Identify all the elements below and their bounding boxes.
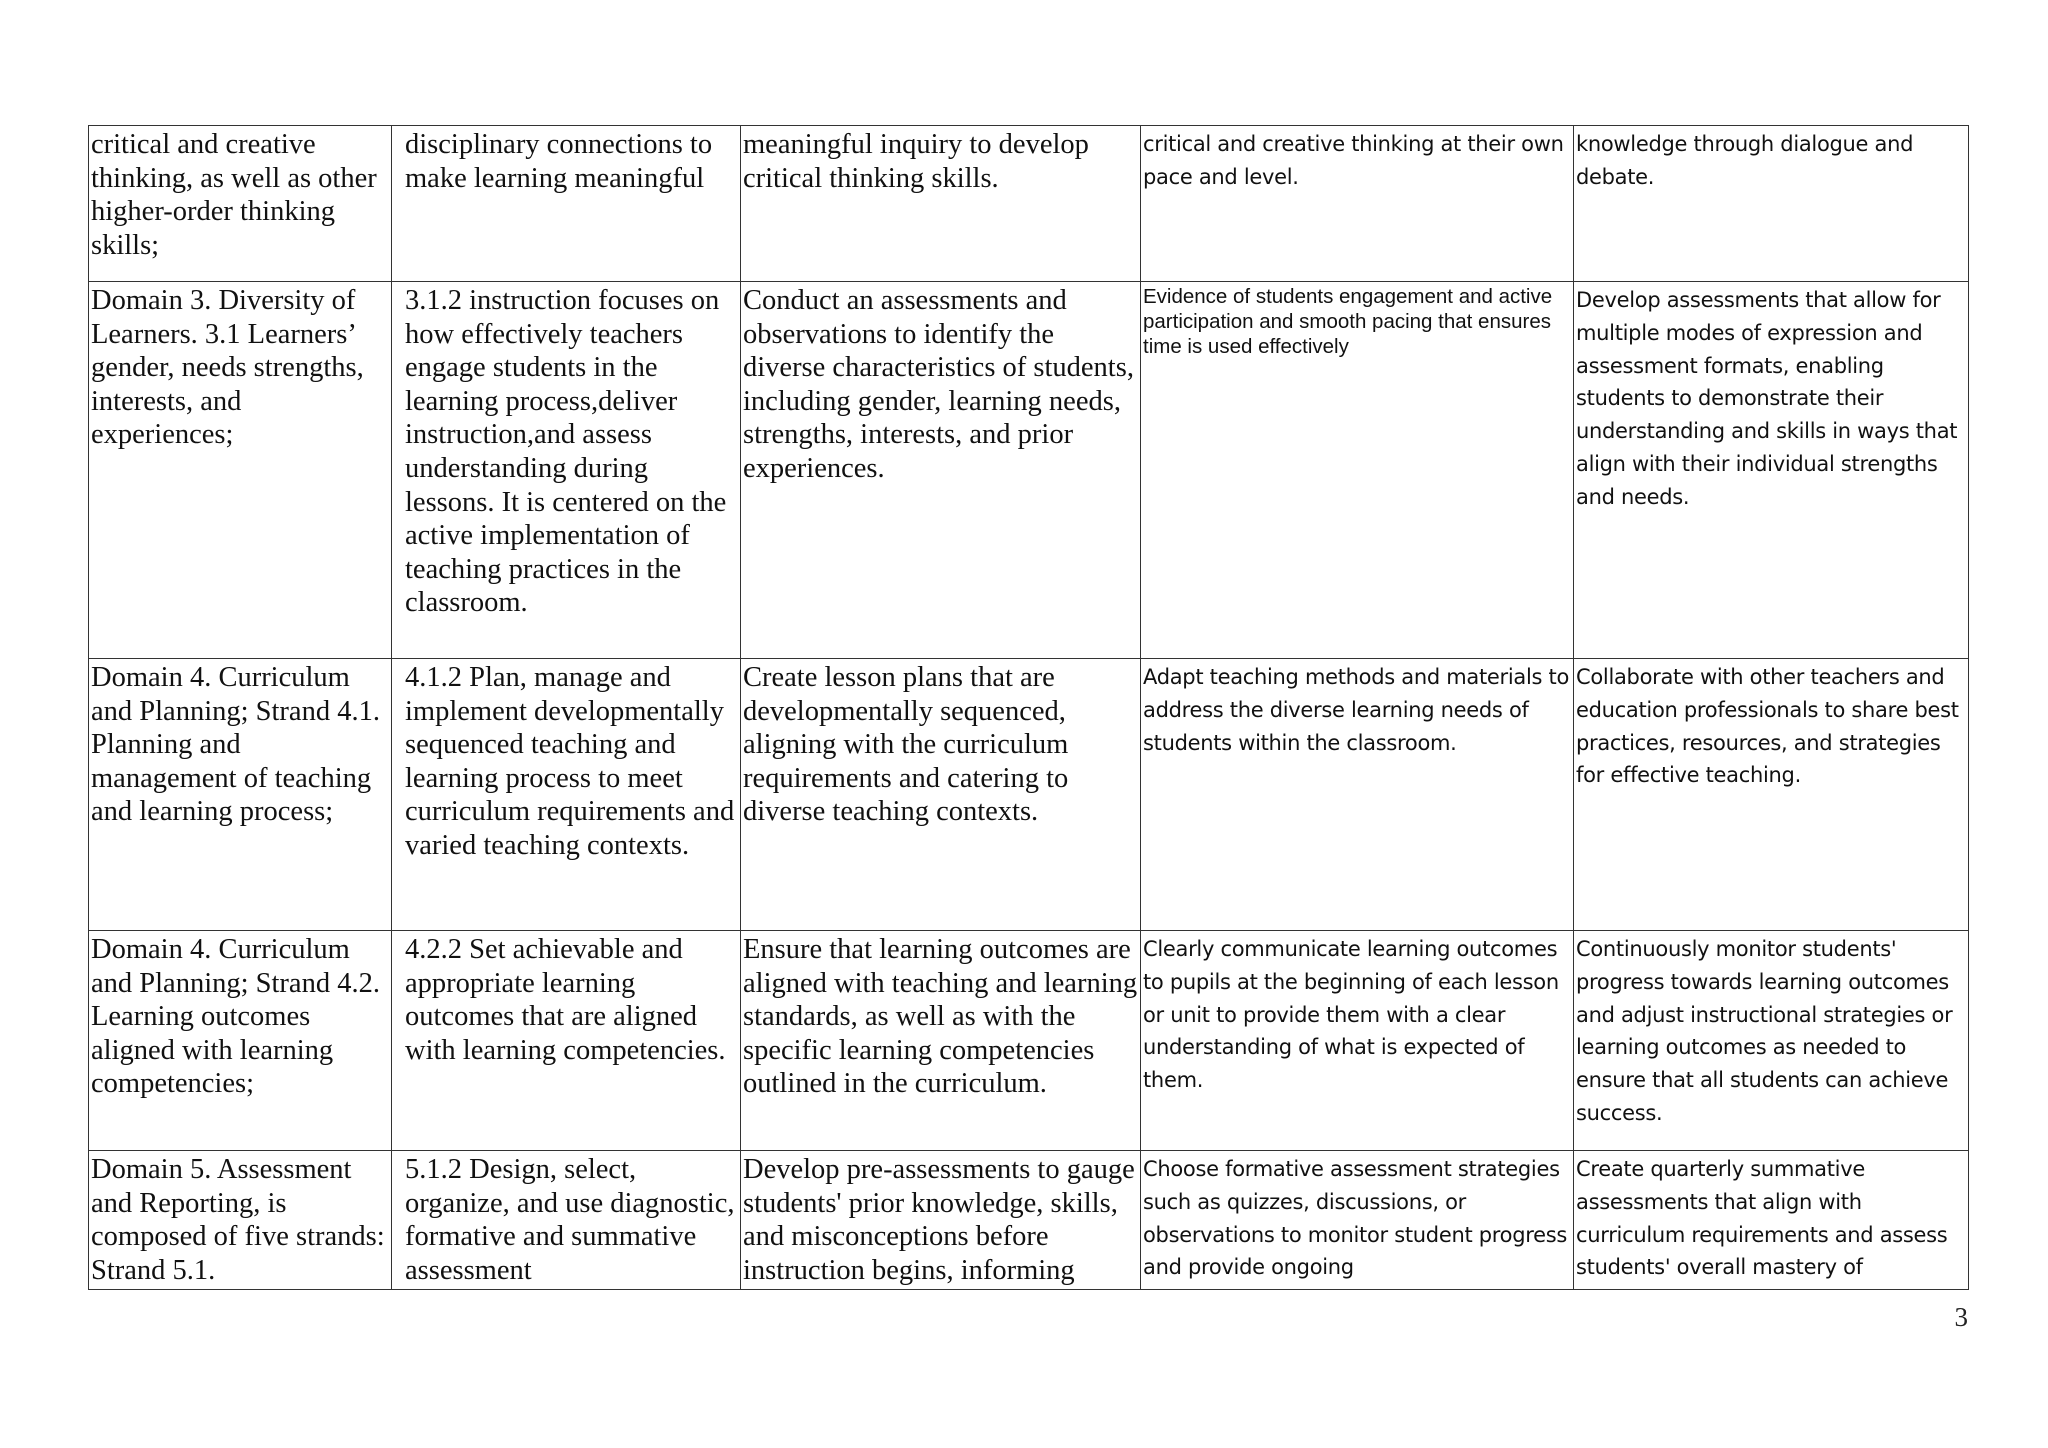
table-cell: 4.1.2 Plan, manage and implement developmentally sequenced teaching and learning process to meet curriculum requirements and varied teaching contexts.: [392, 659, 741, 931]
table-row: [89, 282, 1969, 659]
table-row: [89, 659, 1969, 931]
table-cell: Conduct an assessments and observations to identify the diverse characteristics of students, including gender, learning needs, strengths, interests, and prior experiences.: [741, 282, 1141, 659]
table-cell: 4.2.2 Set achievable and appropriate learning outcomes that are aligned with learning competencies.: [392, 931, 741, 1151]
table-row: [89, 126, 1969, 282]
table-cell: Domain 4. Curriculum and Planning; Strand 4.1. Planning and management of teaching and learning process;: [89, 659, 392, 931]
table-cell: Develop assessments that allow for multiple modes of expression and assessment formats, enabling students to demonstrate their understanding and skills in ways that align with their individual strengths and needs.: [1574, 282, 1969, 659]
table-cell: knowledge through dialogue and debate.: [1574, 126, 1969, 282]
table-cell: Collaborate with other teachers and education professionals to share best practices, resources, and strategies for effective teaching.: [1574, 659, 1969, 931]
table-cell: Create lesson plans that are developmentally sequenced, aligning with the curriculum requirements and catering to diverse teaching contexts.: [741, 659, 1141, 931]
table-row: [89, 1151, 1969, 1290]
table-cell: Create quarterly summative assessments that align with curriculum requirements and assess students' overall mastery of: [1574, 1151, 1969, 1290]
table-row: [89, 931, 1969, 1151]
table-cell: Adapt teaching methods and materials to address the diverse learning needs of students within the classroom.: [1141, 659, 1574, 931]
table-cell: Ensure that learning outcomes are aligned with teaching and learning standards, as well as with the specific learning competencies outlined in the curriculum.: [741, 931, 1141, 1151]
table-cell: Domain 4. Curriculum and Planning; Strand 4.2. Learning outcomes aligned with learning competencies;: [89, 931, 392, 1151]
competency-table: [88, 125, 1969, 1290]
table-cell: Domain 5. Assessment and Reporting, is composed of five strands: Strand 5.1.: [89, 1151, 392, 1290]
table-cell: critical and creative thinking, as well as other higher-order thinking skills;: [89, 126, 392, 282]
table-cell: 3.1.2 instruction focuses on how effectively teachers engage students in the learning process,deliver instruction,and assess understanding during lessons. It is centered on the active implementation of teaching practices in the classroom.: [392, 282, 741, 659]
table-cell: Clearly communicate learning outcomes to pupils at the beginning of each lesson or unit to provide them with a clear understanding of what is expected of them.: [1141, 931, 1574, 1151]
page-number: 3: [1954, 1302, 1968, 1332]
table-cell: disciplinary connections to make learning meaningful: [392, 126, 741, 282]
table-cell: 5.1.2 Design, select, organize, and use diagnostic, formative and summative assessment: [392, 1151, 741, 1290]
table-cell: meaningful inquiry to develop critical thinking skills.: [741, 126, 1141, 282]
table-cell: critical and creative thinking at their own pace and level.: [1141, 126, 1574, 282]
table-cell: Develop pre-assessments to gauge students' prior knowledge, skills, and misconceptions before instruction begins, informing: [741, 1151, 1141, 1290]
table-cell: Evidence of students engagement and active participation and smooth pacing that ensures time is used effectively: [1141, 282, 1574, 659]
table-cell: Domain 3. Diversity of Learners. 3.1 Learners’ gender, needs strengths, interests, and experiences;: [89, 282, 392, 659]
table-cell: Choose formative assessment strategies such as quizzes, discussions, or observations to monitor student progress and provide ongoing: [1141, 1151, 1574, 1290]
table-cell: Continuously monitor students' progress towards learning outcomes and adjust instructional strategies or learning outcomes as needed to ensure that all students can achieve success.: [1574, 931, 1969, 1151]
